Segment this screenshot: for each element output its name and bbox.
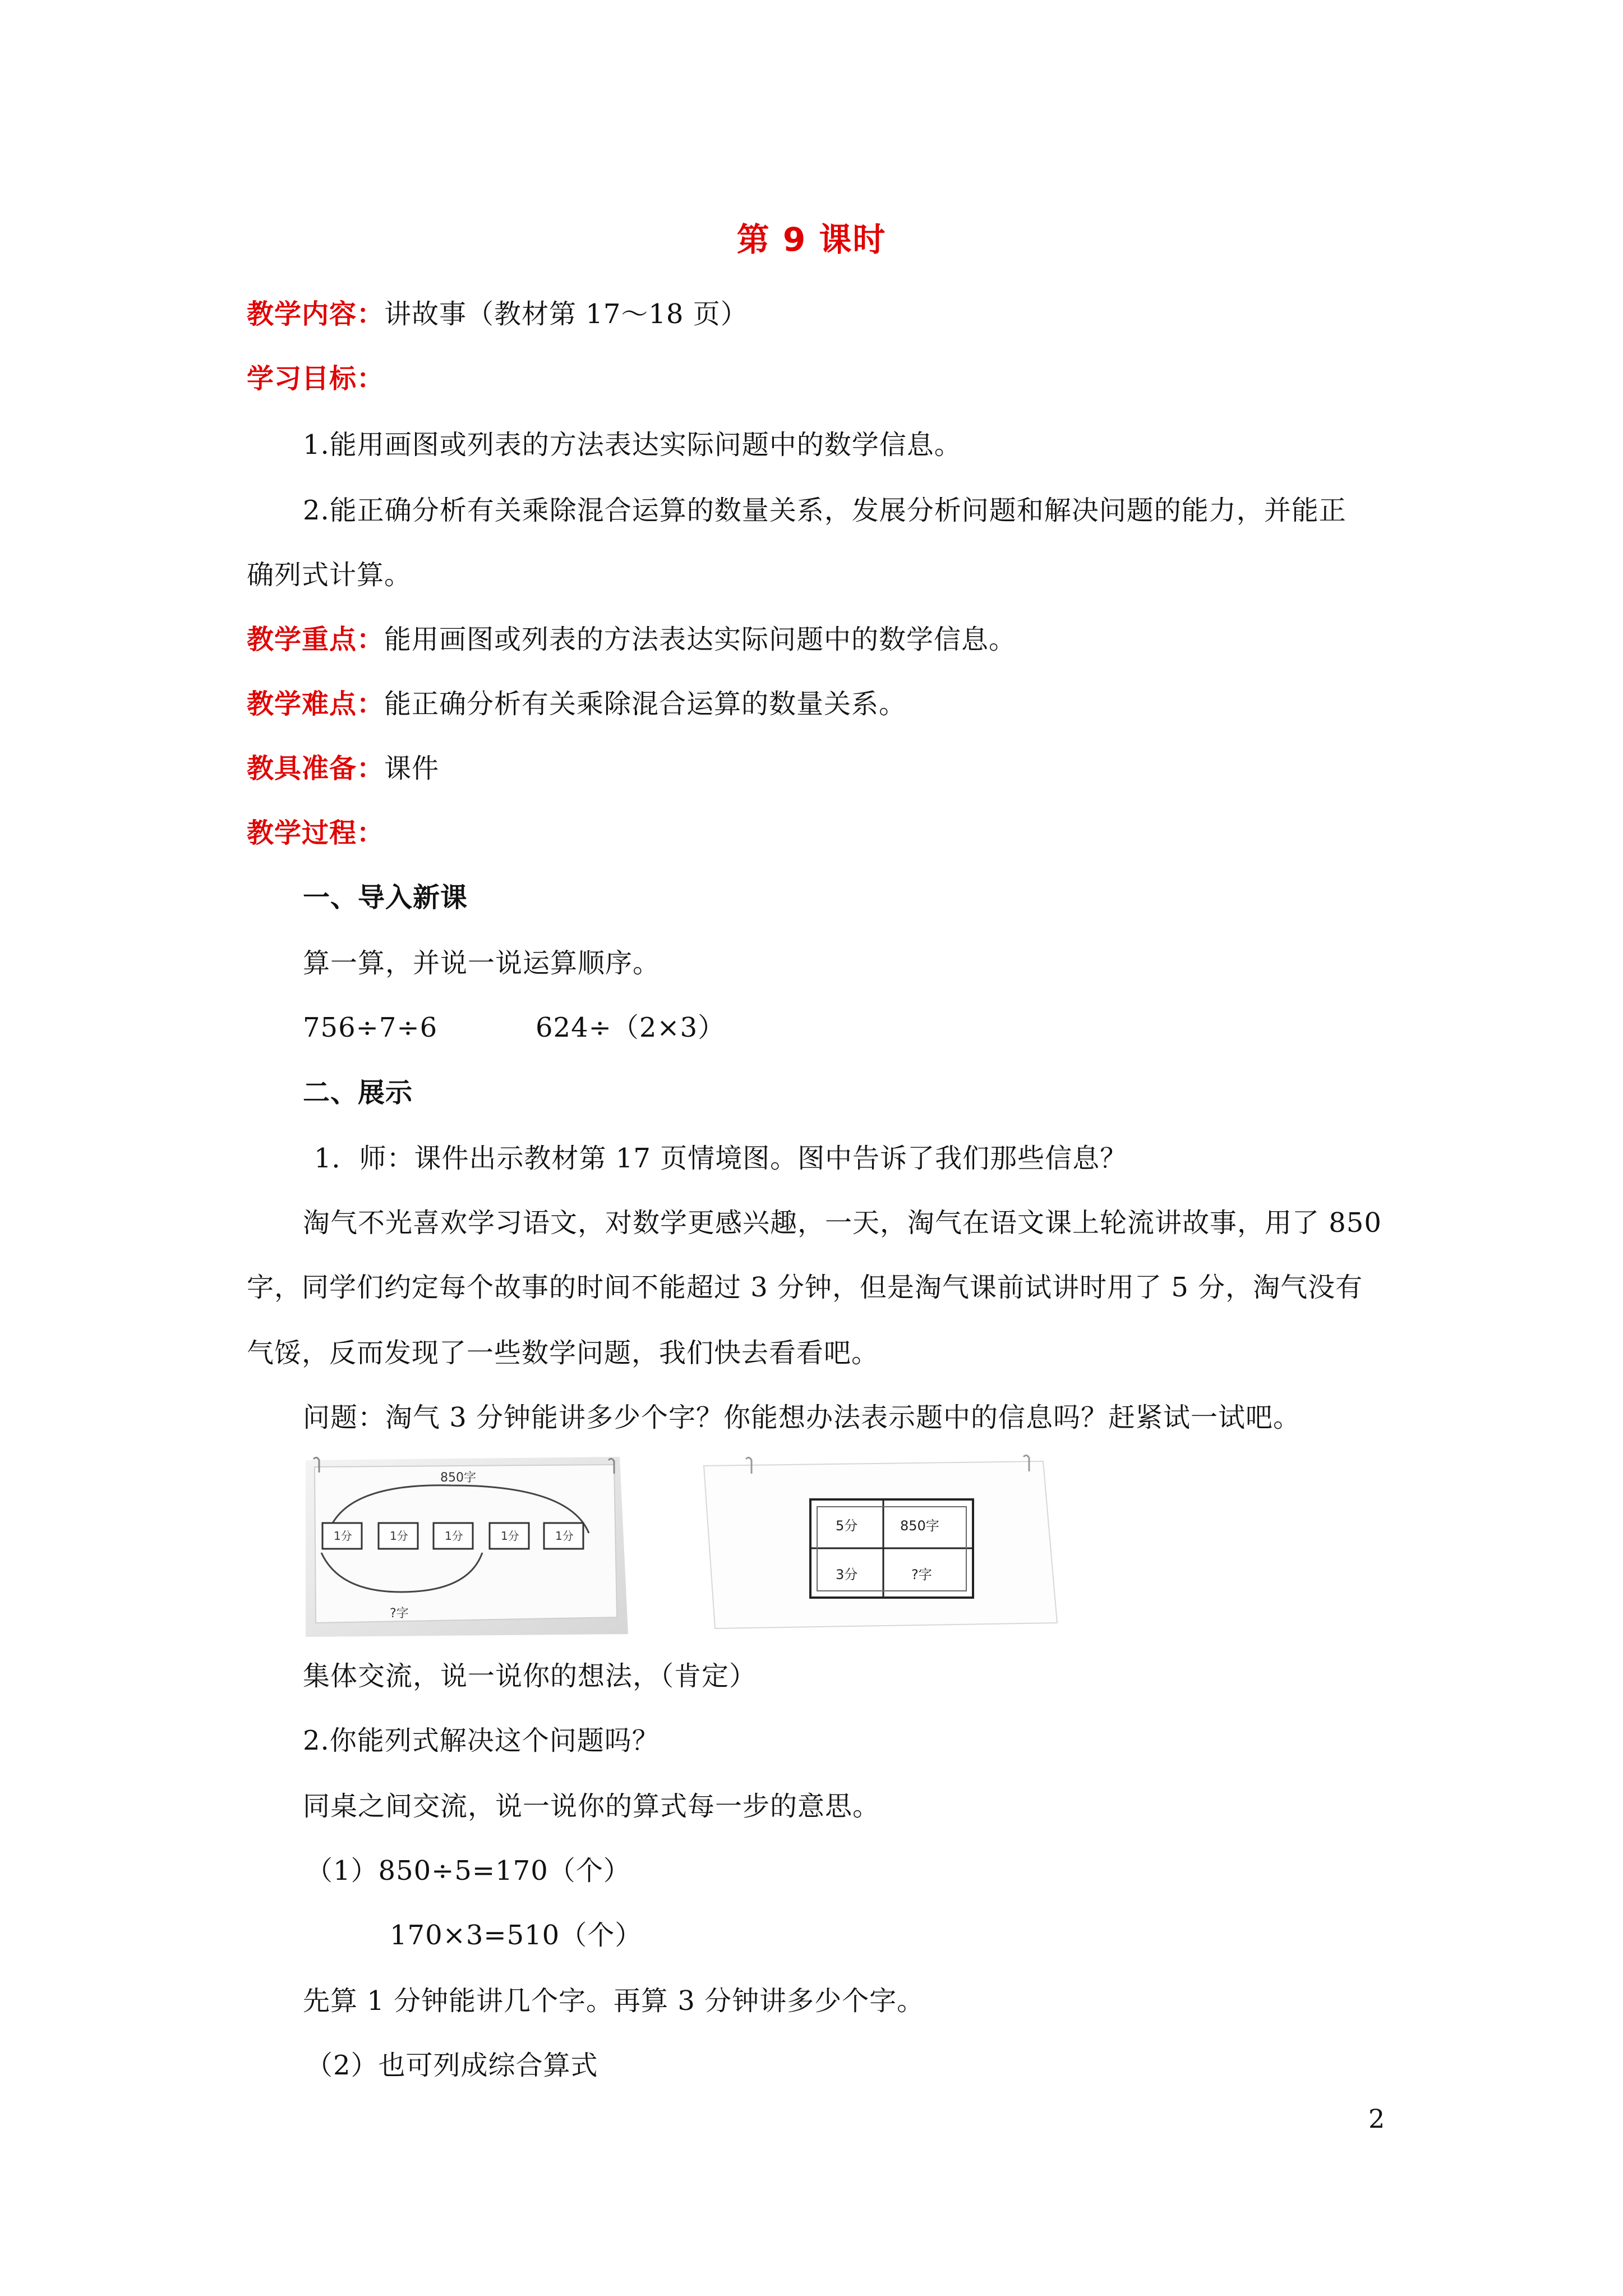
tools-row [247,752,439,785]
difficulty-row [247,687,906,721]
page-number: 2 [1368,2104,1385,2134]
info-cell: ?字 [911,1567,932,1582]
section-2-heading: 二、展示 [303,1077,413,1108]
content-label: 教学内容： [247,298,385,330]
goal-2-line2: 确列式计算。 [247,559,412,591]
show-1: 1．师：课件出示教材第 17 页情境图。图中告诉了我们那些信息？ [314,1143,1128,1174]
minute-box-label: 1分 [445,1529,463,1543]
goal-1: 1.能用画图或列表的方法表达实际问题中的数学信息。 [303,429,962,461]
minute-box-label: 1分 [390,1529,408,1543]
segment-diagram-figure [306,1455,631,1637]
process-label: 教学过程： [247,817,385,849]
info-cell: 5分 [836,1518,858,1534]
minute-boxes [322,1523,583,1549]
calc-intro: 算一算，并说一说运算顺序。 [303,947,661,979]
goals-label: 学习目标： [247,363,385,394]
step-2: （2）也可列成综合算式 [306,2050,598,2081]
info-cell: 850字 [900,1518,939,1534]
step-1b: 170×3=510（个） [390,1920,643,1951]
difficulty-label: 教学难点： [247,688,385,720]
calc-expr-1: 756÷7÷6 [303,1012,438,1043]
section-1-heading: 一、导入新课 [303,882,468,913]
minute-box-label: 1分 [501,1529,519,1543]
focus-text: 能用画图或列表的方法表达实际问题中的数学信息。 [384,624,1017,655]
lesson-title: 第 9 课时 [736,220,887,259]
minute-box-label: 1分 [555,1529,574,1543]
story-line-2: 字，同学们约定每个故事的时间不能超过 3 分钟，但是淘气课前试讲时用了 5 分，淘气没有 [247,1272,1363,1303]
step-1: （1）850÷5=170（个） [306,1855,631,1887]
question-2: 2.你能列式解决这个问题吗？ [303,1725,660,1756]
table-diagram-figure [701,1455,1060,1637]
goal-2-line1: 2.能正确分析有关乘除混合运算的数量关系，发展分析问题和解决问题的能力，并能正 [303,495,1347,526]
content-text: 讲故事（教材第 17～18 页） [384,298,748,330]
info-cell: 3分 [836,1567,858,1582]
content-row [247,297,748,331]
focus-row [247,623,1016,656]
goals-row [247,362,384,395]
minute-box-label: 1分 [334,1529,352,1543]
story-line-1: 淘气不光喜欢学习语文，对数学更感兴趣，一天，淘气在语文课上轮流讲故事，用了 850 [303,1207,1382,1239]
discuss: 集体交流，说一说你的想法，（肯定） [303,1660,757,1692]
story-line-3: 气馁，反而发现了一些数学问题，我们快去看看吧。 [247,1337,879,1369]
explanation: 先算 1 分钟能讲几个字。再算 3 分钟讲多少个字。 [303,1985,925,2017]
question: 问题：淘气 3 分钟能讲多少个字？你能想办法表示题中的信息吗？赶紧试一试吧。 [303,1402,1301,1433]
tools-text: 课件 [384,753,440,784]
calc-expr-2: 624÷（2×3） [536,1012,726,1043]
bottom-label: ?字 [390,1607,409,1621]
process-row [247,816,384,850]
desk-discussion: 同桌之间交流，说一说你的算式每一步的意思。 [303,1791,880,1822]
top-label: 850字 [440,1471,476,1485]
tools-label: 教具准备： [247,753,385,784]
focus-label: 教学重点： [247,624,385,655]
difficulty-text: 能正确分析有关乘除混合运算的数量关系。 [384,688,907,720]
